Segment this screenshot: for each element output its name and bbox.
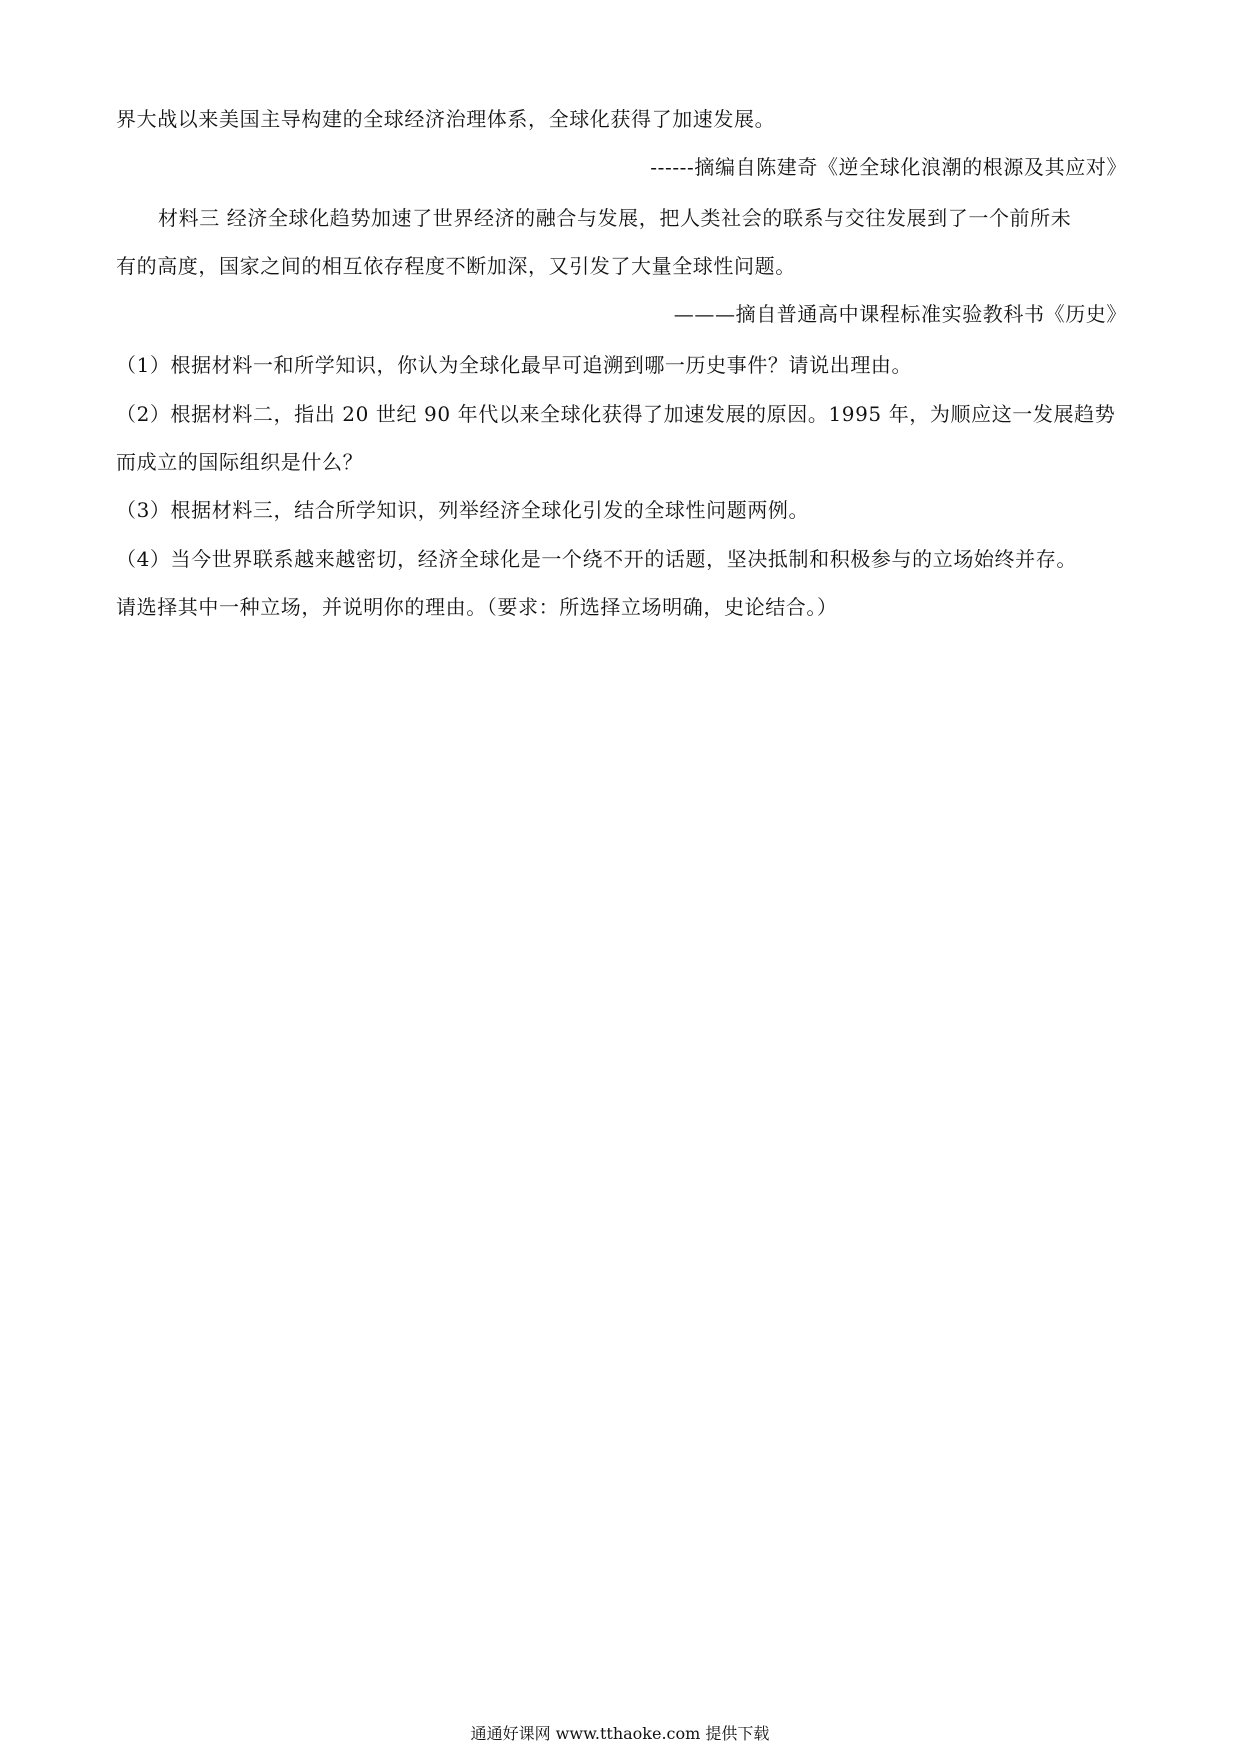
- question-2-line2: 而成立的国际组织是什么？: [116, 450, 364, 474]
- question-2-line1: （2）根据材料二，指出 20 世纪 90 年代以来全球化获得了加速发展的原因。1995 年，为顺应这一发展趋势: [116, 402, 1116, 426]
- material2-source: ------摘编自陈建奇《逆全球化浪潮的根源及其应对》: [650, 155, 1127, 179]
- question-4-line2: 请选择其中一种立场，并说明你的理由。（要求：所选择立场明确，史论结合。）: [116, 595, 838, 619]
- question-3: （3）根据材料三，结合所学知识，列举经济全球化引发的全球性问题两例。: [116, 498, 810, 522]
- material3-line2: 有的高度，国家之间的相互依存程度不断加深，又引发了大量全球性问题。: [116, 254, 796, 278]
- material2-tail-text: 界大战以来美国主导构建的全球经济治理体系，全球化获得了加速发展。: [116, 107, 776, 131]
- question-4-line1: （4）当今世界联系越来越密切，经济全球化是一个绕不开的话题，坚决抵制和积极参与的立场始终并存。: [116, 547, 1077, 571]
- question-1: （1）根据材料一和所学知识，你认为全球化最早可追溯到哪一历史事件？请说出理由。: [116, 353, 913, 377]
- material3-source: ———摘自普通高中课程标准实验教科书《历史》: [673, 302, 1127, 326]
- footer-watermark: 通通好课网 www.tthaoke.com 提供下载: [470, 1724, 770, 1743]
- material3-line1: 材料三 经济全球化趋势加速了世界经济的融合与发展，把人类社会的联系与交往发展到了一个前所未: [158, 206, 1072, 230]
